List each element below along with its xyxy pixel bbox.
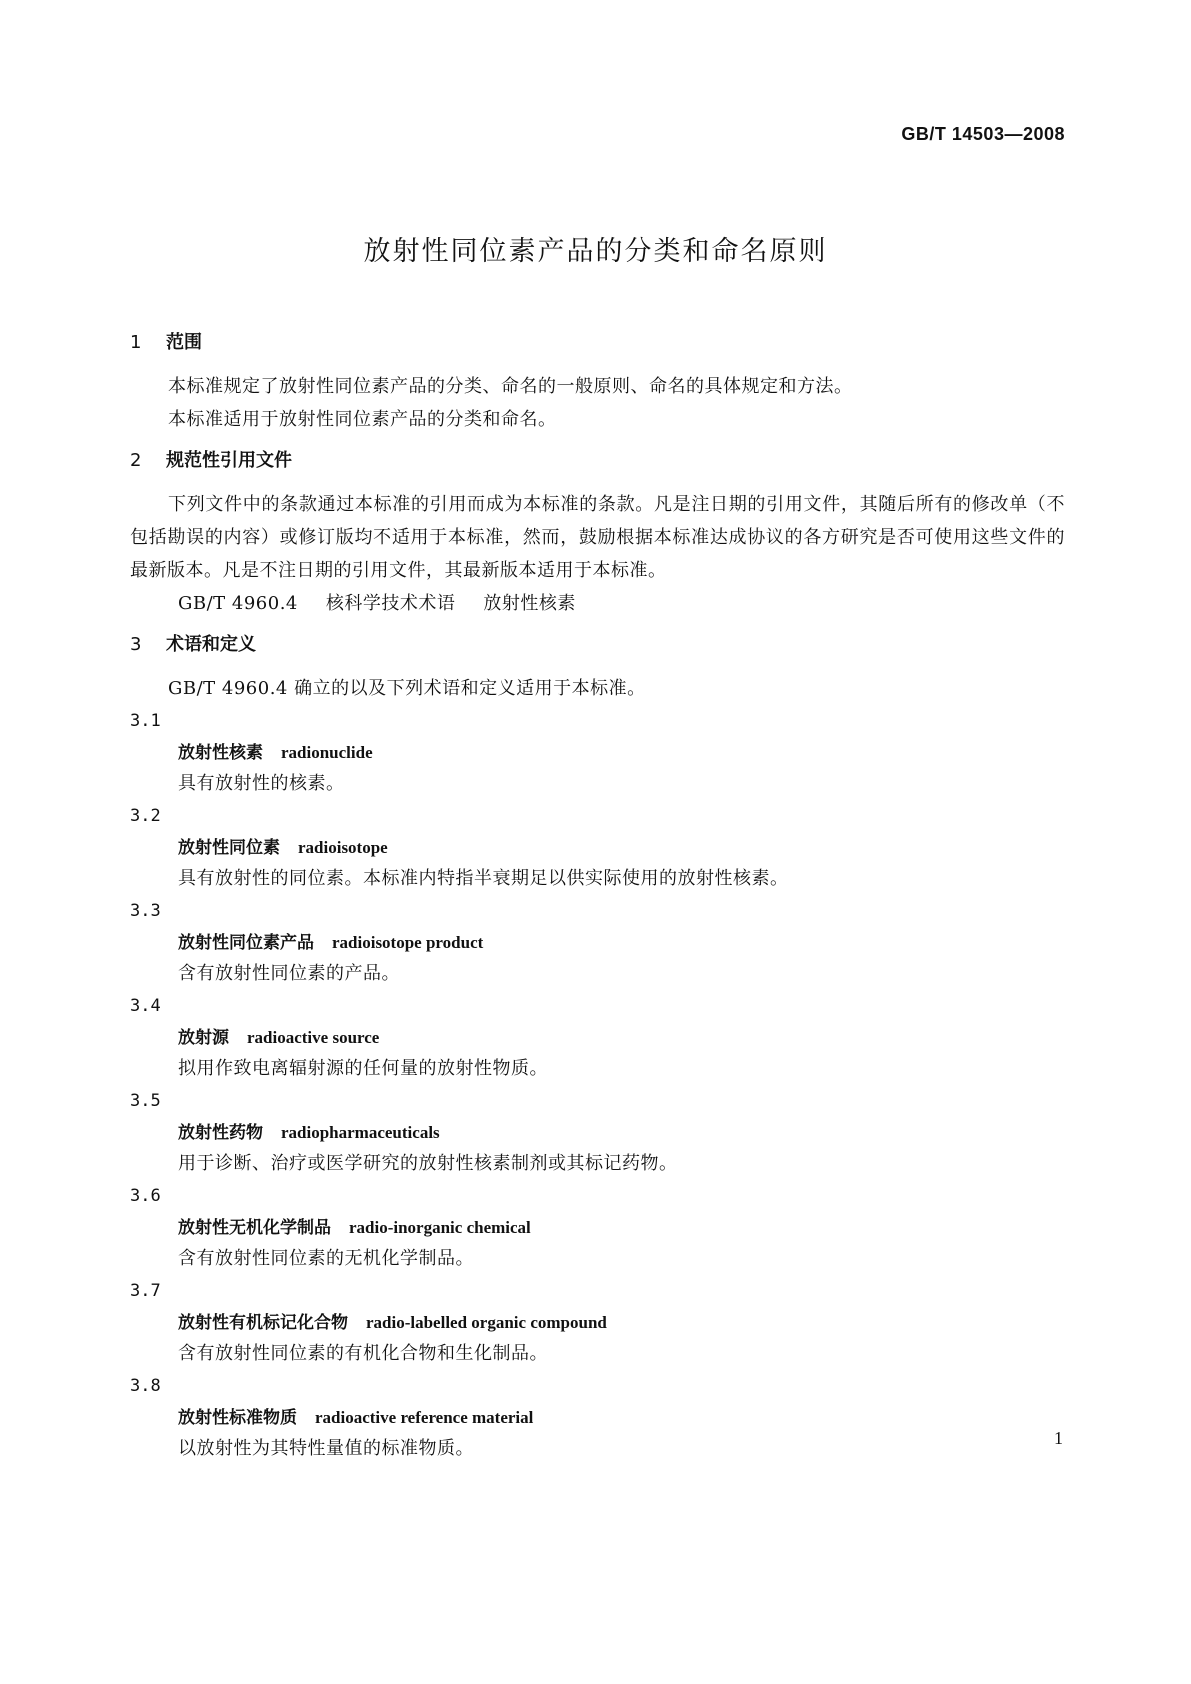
term-name	[130, 1213, 1065, 1243]
term-definition: 以放射性为其特性量值的标准物质。	[178, 1438, 474, 1459]
references-paragraph: 下列文件中的条款通过本标准的引用而成为本标准的条款。凡是注日期的引用文件，其随后所有的修改单（不包括勘误的内容）或修订版均不适用于本标准，然而，鼓励根据本标准达成协议的各方研究是否可使用这些文件的最新版本。凡是不注日期的引用文件，其最新版本适用于本标准。	[130, 494, 1065, 581]
section-title: 范围	[166, 332, 202, 353]
term-name-zh: 放射性核素	[178, 743, 263, 763]
term-number: 3.6	[130, 1186, 161, 1206]
term-name-en: radionuclide	[281, 743, 373, 762]
page-number: 1	[1054, 1428, 1063, 1448]
term-name	[130, 738, 1065, 768]
term-name-zh: 放射性标准物质	[178, 1408, 297, 1428]
term-number: 3.8	[130, 1376, 161, 1396]
term-name	[130, 1308, 1065, 1338]
document-body	[130, 330, 1065, 1465]
term-name-zh: 放射性同位素	[178, 838, 280, 858]
term-name-en: radioisotope	[298, 838, 388, 857]
term-number: 3.4	[130, 996, 161, 1016]
term-definition: 含有放射性同位素的有机化合物和生化制品。	[178, 1343, 548, 1364]
term-name-en: radiopharmaceuticals	[281, 1123, 440, 1142]
term-name-zh: 放射源	[178, 1028, 229, 1048]
term-number: 3.2	[130, 806, 161, 826]
term-name-zh: 放射性同位素产品	[178, 933, 314, 953]
term-name-zh: 放射性药物	[178, 1123, 263, 1143]
scope-paragraph-2: 本标准适用于放射性同位素产品的分类和命名。	[168, 409, 557, 430]
term-number: 3.1	[130, 711, 161, 731]
section-2	[130, 448, 1065, 620]
term-definition: 含有放射性同位素的产品。	[178, 963, 400, 984]
term-definition: 含有放射性同位素的无机化学制品。	[178, 1248, 474, 1269]
term-name-en: radio-inorganic chemical	[349, 1218, 531, 1237]
section-heading-terms	[130, 632, 1065, 672]
term-name	[130, 1403, 1065, 1433]
term-definition: 用于诊断、治疗或医学研究的放射性核素制剂或其标记药物。	[178, 1153, 678, 1174]
term-definition: 拟用作致电离辐射源的任何量的放射性物质。	[178, 1058, 548, 1079]
term-number: 3.3	[130, 901, 161, 921]
term-name	[130, 1118, 1065, 1148]
section-heading-scope	[130, 330, 1065, 370]
term-entry	[130, 990, 1065, 1085]
term-name-en: radioactive source	[247, 1028, 380, 1047]
term-name-en: radioactive reference material	[315, 1408, 534, 1427]
section-title: 术语和定义	[166, 634, 256, 655]
reference-entry	[130, 587, 1065, 620]
section-number: 1	[130, 332, 142, 353]
document-title: 放射性同位素产品的分类和命名原则	[363, 236, 828, 267]
term-number: 3.7	[130, 1281, 161, 1301]
term-name	[130, 833, 1065, 863]
term-entry	[130, 705, 1065, 800]
term-name-en: radioisotope product	[332, 933, 484, 952]
term-entry	[130, 1275, 1065, 1370]
term-name-en: radio-labelled organic compound	[366, 1313, 607, 1332]
section-number: 2	[130, 450, 142, 471]
section-title: 规范性引用文件	[166, 450, 292, 471]
term-entry	[130, 895, 1065, 990]
term-name	[130, 1023, 1065, 1053]
section-3	[130, 632, 1065, 1465]
term-entry	[130, 1085, 1065, 1180]
section-1	[130, 330, 1065, 436]
term-entry	[130, 800, 1065, 895]
term-definition: 具有放射性的核素。	[178, 773, 345, 794]
term-entry	[130, 1180, 1065, 1275]
section-heading-normative-references	[130, 448, 1065, 488]
reference-title-1: 核科学技术术语	[325, 593, 456, 614]
section-number: 3	[130, 634, 142, 655]
term-definition: 具有放射性的同位素。本标准内特指半衰期足以供实际使用的放射性核素。	[178, 868, 789, 889]
term-name-zh: 放射性有机标记化合物	[178, 1313, 348, 1333]
reference-code: GB/T 4960.4	[178, 593, 298, 614]
standard-header: GB/T 14503—2008	[901, 124, 1065, 144]
term-entry	[130, 1370, 1065, 1465]
term-number: 3.5	[130, 1091, 161, 1111]
terms-intro: GB/T 4960.4 确立的以及下列术语和定义适用于本标准。	[168, 678, 646, 699]
reference-title-2: 放射性核素	[483, 593, 576, 614]
scope-paragraph-1: 本标准规定了放射性同位素产品的分类、命名的一般原则、命名的具体规定和方法。	[168, 376, 853, 397]
term-name-zh: 放射性无机化学制品	[178, 1218, 331, 1238]
term-name	[130, 928, 1065, 958]
